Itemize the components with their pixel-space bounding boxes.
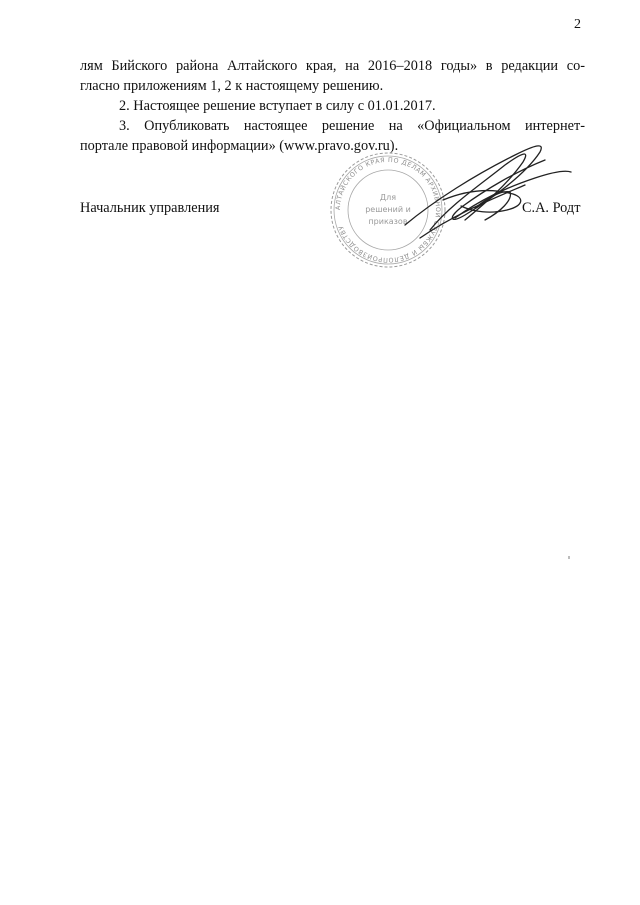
paragraph-3-line-2: портале правовой информации» (www.pravo.gov.ru). <box>80 138 399 154</box>
seal-center-line-1: Для <box>379 193 397 202</box>
handwritten-signature <box>395 130 575 260</box>
page-number: 2 <box>574 17 581 32</box>
paragraph-1 <box>80 56 585 96</box>
svg-text:АЛТАЙСКОГО КРАЯ ПО ДЕЛАМ АРХИВ: АЛТАЙСКОГО КРАЯ ПО ДЕЛАМ АРХИВНОЙ СЛУЖБЫ И ДЕЛОПРОИЗВОДСТВУ <box>334 156 442 264</box>
scan-speck <box>568 556 570 559</box>
seal-center-line-2: решений и <box>365 205 411 214</box>
paragraph-1-line-1: лям Бийского района Алтайского края, на 2016–2018 годы» в редакции со- <box>80 58 585 74</box>
paragraph-3-line-1: 3. Опубликовать настоящее решение на «Официальном интернет- <box>119 118 585 134</box>
signer-name: С.А. Родт <box>522 200 581 216</box>
signer-title: Начальник управления <box>80 200 220 216</box>
paragraph-2: 2. Настоящее решение вступает в силу с 01.01.2017. <box>119 98 436 114</box>
paragraph-1-line-2: гласно приложениям 1, 2 к настоящему решению. <box>80 78 384 94</box>
seal-center-line-3: приказов <box>368 217 408 226</box>
